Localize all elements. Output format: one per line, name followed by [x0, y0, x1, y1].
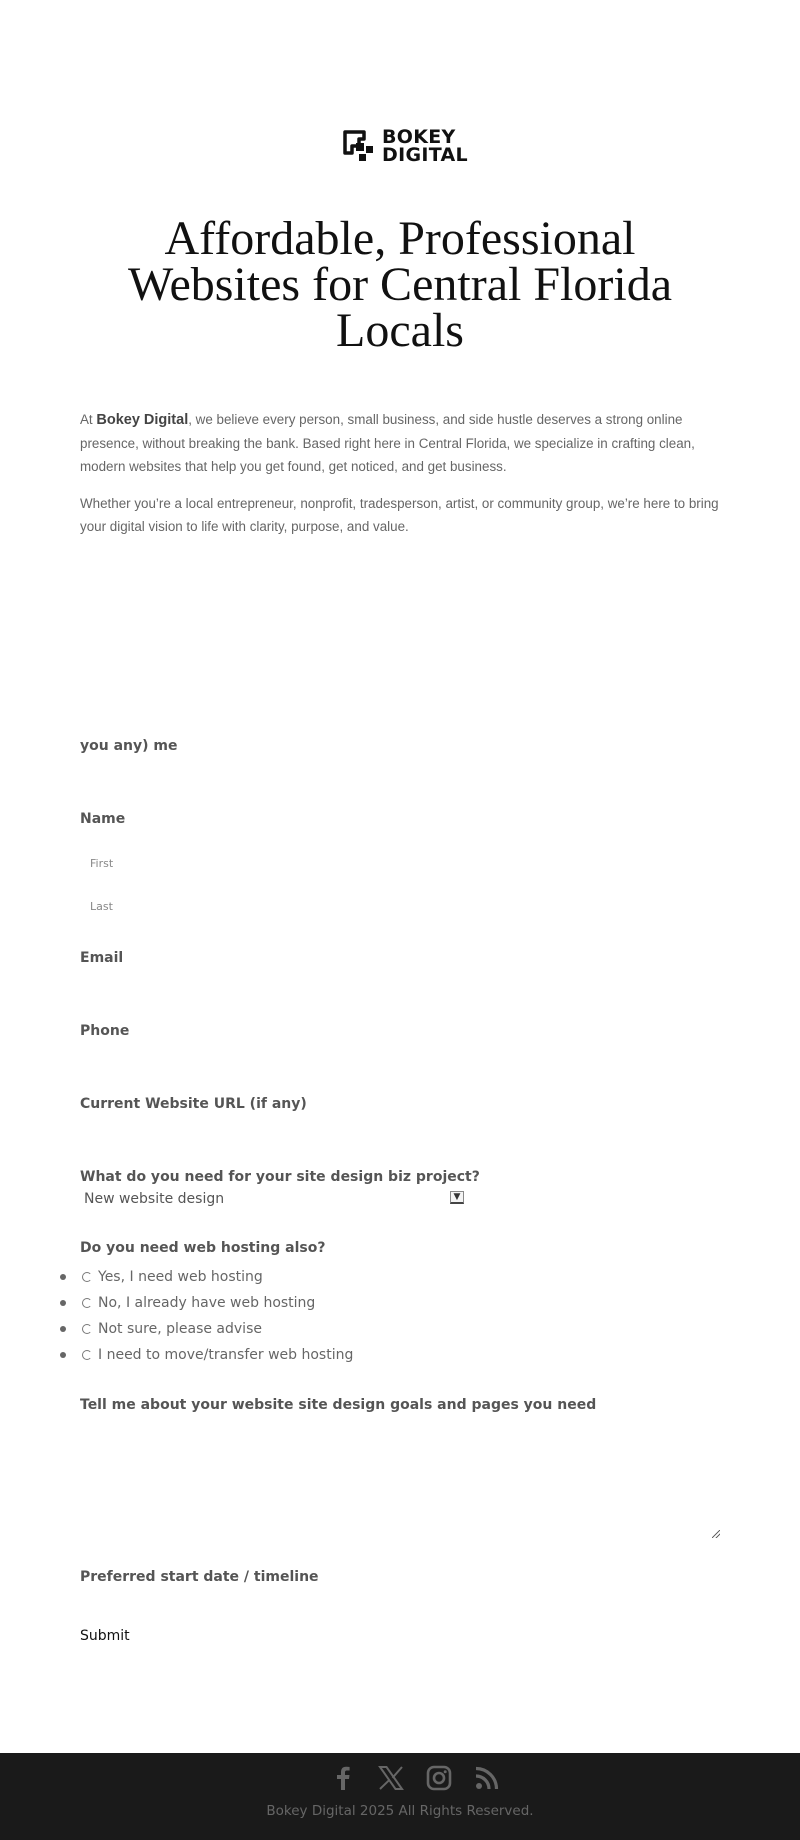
hosting-option-label[interactable]: Yes, I need web hosting	[98, 1269, 263, 1285]
phone-label: Phone	[80, 1023, 130, 1039]
rss-icon[interactable]	[474, 1765, 500, 1791]
site-footer	[0, 1753, 800, 1840]
website-url-label: Current Website URL (if any)	[80, 1096, 307, 1112]
bullet-icon	[60, 1352, 66, 1358]
brand-line-1: BOKEY	[382, 126, 456, 148]
hosting-options	[60, 1264, 353, 1368]
radio-button[interactable]	[82, 1324, 92, 1334]
hosting-option[interactable]	[60, 1264, 353, 1290]
name-label: Name	[80, 811, 126, 827]
chevron-down-icon[interactable]: ▼	[450, 1191, 464, 1204]
instagram-icon[interactable]	[426, 1765, 452, 1791]
radio-button[interactable]	[82, 1350, 92, 1360]
facebook-icon[interactable]	[330, 1765, 356, 1791]
hosting-option-label[interactable]: No, I already have web hosting	[98, 1295, 316, 1311]
intro-paragraph-1	[80, 408, 720, 478]
goals-label: Tell me about your website site design goals and pages you need	[80, 1397, 597, 1413]
hosting-option[interactable]	[60, 1290, 353, 1316]
first-name-field[interactable]: First	[90, 857, 114, 870]
page-title: Affordable, Professional Websites for Central Florida Locals	[127, 212, 672, 357]
hosting-label: Do you need web hosting also?	[80, 1240, 326, 1256]
submit-button[interactable]: Submit	[80, 1628, 130, 1644]
intro-brand-name: Bokey Digital	[96, 412, 189, 428]
email-label: Email	[80, 950, 124, 966]
project-need-label: What do you need for your site design biz project?	[80, 1169, 480, 1185]
radio-button[interactable]	[82, 1298, 92, 1308]
stray-label: you any) me	[80, 738, 178, 754]
project-need-value: New website design	[84, 1191, 225, 1207]
last-name-field[interactable]: Last	[90, 900, 113, 913]
social-links	[330, 1765, 500, 1791]
copyright-text: Bokey Digital 2025 All Rights Reserved.	[266, 1803, 534, 1819]
x-icon[interactable]	[378, 1765, 404, 1791]
project-need-select[interactable]	[80, 1188, 464, 1210]
bokey-logo-icon	[342, 129, 376, 163]
bullet-icon	[60, 1326, 66, 1332]
brand-wordmark	[382, 128, 468, 164]
radio-button[interactable]	[82, 1272, 92, 1282]
hosting-option-label[interactable]: I need to move/transfer web hosting	[98, 1347, 354, 1363]
intro-paragraph-2: Whether you’re a local entrepreneur, nonprofit, tradesperson, artist, or community group, we’re here to bring your digital vision to life with clarity, purpose, and value.	[80, 496, 719, 534]
goals-textarea[interactable]	[80, 1422, 720, 1538]
brand-logo[interactable]	[342, 128, 468, 164]
hosting-option[interactable]	[60, 1316, 353, 1342]
timeline-label: Preferred start date / timeline	[80, 1569, 319, 1585]
hosting-option[interactable]	[60, 1342, 353, 1368]
hosting-option-label[interactable]: Not sure, please advise	[98, 1321, 262, 1337]
bullet-icon	[60, 1300, 66, 1306]
bullet-icon	[60, 1274, 66, 1280]
intro-prefix: At	[80, 412, 97, 427]
intro-body: , we believe every person, small business, and side hustle deserves a strong online presence, without breaking the bank. Based right here in Central Florida, we specialize in crafting clean, modern websites that help you get found, get noticed, and get business.	[80, 412, 695, 474]
intro-text	[80, 408, 720, 552]
resize-handle-icon[interactable]	[712, 1530, 720, 1538]
brand-line-2: DIGITAL	[382, 144, 468, 166]
